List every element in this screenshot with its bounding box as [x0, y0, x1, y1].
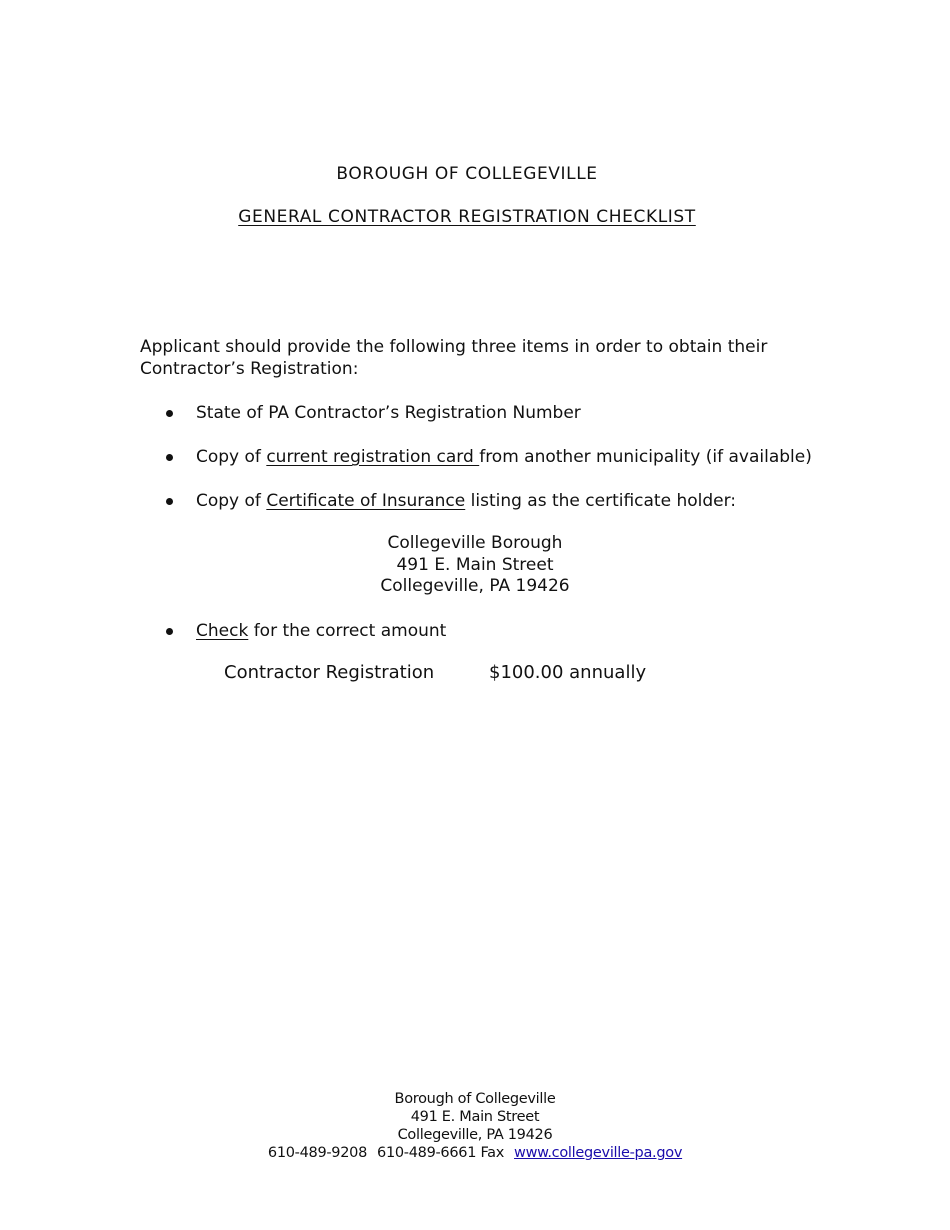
certificate-holder-address — [0, 533, 950, 598]
holder-street: 491 E. Main Street — [396, 554, 554, 575]
checklist-item-text: State of PA Contractor’s Registration Number — [196, 403, 581, 423]
current-registration-card-emphasis: current registration card — [266, 447, 480, 467]
holder-city: Collegeville, PA 19426 — [380, 576, 570, 596]
bullet-icon — [166, 628, 173, 635]
footer-street: 491 E. Main Street — [410, 1109, 540, 1125]
checklist-item-text — [196, 446, 812, 468]
website-link[interactable]: www.collegeville-pa.gov — [514, 1145, 683, 1161]
checklist-item-text — [196, 490, 736, 512]
item-suffix: for the correct amount — [248, 621, 447, 641]
item-prefix: Copy of — [196, 447, 267, 467]
footer-fax: 610-489-6661 Fax — [377, 1145, 505, 1161]
organization-heading: BOROUGH OF COLLEGEVILLE — [336, 164, 598, 184]
page-title: GENERAL CONTRACTOR REGISTRATION CHECKLIST — [238, 207, 696, 227]
bullet-icon — [166, 454, 173, 461]
footer — [0, 1090, 950, 1162]
certificate-of-insurance-emphasis: Certificate of Insurance — [266, 491, 466, 511]
intro-paragraph: Applicant should provide the following three items in order to obtain their Contractor’s Registration: — [140, 337, 768, 379]
item-suffix: from another municipality (if available) — [479, 447, 812, 467]
footer-phone: 610-489-9208 — [267, 1145, 368, 1161]
bullet-icon — [166, 498, 173, 505]
fee-label: Contractor Registration — [224, 662, 435, 683]
item-prefix: Copy of — [196, 491, 267, 511]
fee-amount: $100.00 annually — [489, 662, 647, 683]
item-suffix: listing as the certificate holder: — [465, 491, 737, 511]
bullet-icon — [166, 410, 173, 417]
footer-name: Borough of Collegeville — [394, 1091, 556, 1107]
footer-city: Collegeville, PA 19426 — [397, 1127, 553, 1143]
holder-name: Collegeville Borough — [387, 533, 563, 553]
footer-contact-line — [0, 1144, 950, 1162]
checklist-item-text — [196, 620, 446, 642]
check-emphasis: Check — [196, 621, 249, 641]
